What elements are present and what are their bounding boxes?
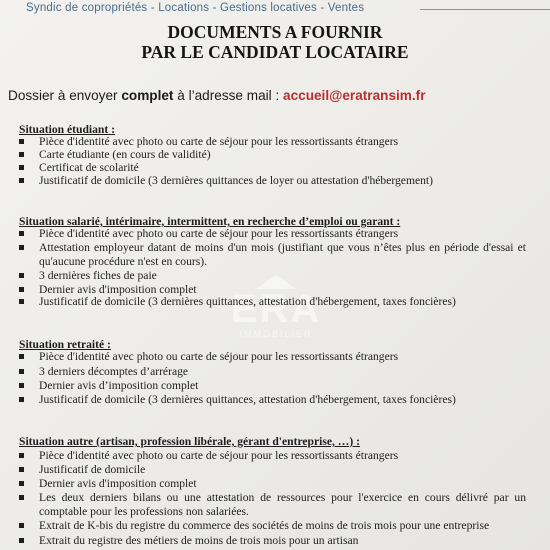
header-rule	[420, 9, 550, 10]
section-title: Situation étudiant :	[19, 123, 115, 136]
list-item-text: Attestation employeur datant de moins d'un mois (justifiant que vous n’êtes plus en période d'essai et qu'aucune procédure n'est en cours).	[39, 241, 526, 268]
list-item-text: Pièce d'identité avec photo ou carte de séjour pour les ressortissants étrangers	[39, 350, 399, 363]
square-bullet-icon	[19, 495, 24, 500]
square-bullet-icon	[19, 139, 24, 144]
list-item-text: Dernier avis d’imposition complet	[39, 379, 199, 392]
square-bullet-icon	[19, 467, 24, 472]
square-bullet-icon	[19, 299, 24, 304]
list-item-text: Extrait du registre des métiers de moins de trois mois pour un artisan	[39, 534, 359, 547]
list-item	[0, 350, 550, 364]
section-title: Situation autre (artisan, profession libérale, gérant d'entreprise, …) :	[19, 435, 361, 448]
document-title-line1: DOCUMENTS A FOURNIR	[167, 22, 383, 42]
section-title: Situation retraité :	[19, 338, 111, 351]
list-item	[0, 295, 550, 309]
list-item-text: 3 derniers décomptes d’arrérage	[39, 365, 189, 378]
list-item-text: Justificatif de domicile (3 dernières quittances de loyer ou attestation d'hébergement)	[39, 174, 433, 187]
square-bullet-icon	[19, 245, 24, 250]
list-item	[0, 477, 550, 491]
square-bullet-icon	[19, 397, 24, 402]
list-item	[0, 393, 550, 407]
list-item-text: Justificatif de domicile	[39, 463, 146, 476]
watermark-logo: ERA	[230, 287, 322, 331]
square-bullet-icon	[19, 152, 24, 157]
list-item-text: Les deux derniers bilans ou une attestation de ressources pour l'exercice en cours délivré par un comptable pour les professions non salariées.	[39, 491, 526, 518]
list-item-text: Pièce d'identité avec photo ou carte de séjour pour les ressortissants étrangers	[39, 135, 399, 148]
dossier-complet: complet	[121, 88, 174, 103]
list-item	[0, 227, 550, 241]
list-item	[0, 463, 550, 477]
section-title: Situation salarié, intérimaire, intermittent, en recherche d’emploi ou garant :	[19, 215, 401, 228]
list-item-text: Dernier avis d'imposition complet	[39, 477, 197, 490]
list-item-text: 3 dernières fiches de paie	[39, 269, 157, 282]
square-bullet-icon	[19, 287, 24, 292]
list-item	[0, 534, 550, 548]
list-item	[0, 135, 550, 149]
list-item-text: Justificatif de domicile (3 dernières quittances, attestation d'hébergement, taxes foncières)	[39, 393, 456, 406]
list-item	[0, 365, 550, 379]
agency-tagline: Syndic de copropriétés - Locations - Gestions locatives - Ventes	[26, 2, 365, 14]
email-address: accueil@eratransim.fr	[283, 88, 426, 103]
list-item	[0, 241, 550, 269]
square-bullet-icon	[19, 178, 24, 183]
list-item-text: Extrait de K-bis du registre du commerce des sociétés de moins de trois mois pour une entreprise	[39, 519, 490, 532]
square-bullet-icon	[19, 369, 24, 374]
square-bullet-icon	[19, 354, 24, 359]
square-bullet-icon	[19, 165, 24, 170]
list-item	[0, 491, 550, 519]
list-item-text: Carte étudiante (en cours de validité)	[39, 148, 211, 161]
list-item	[0, 269, 550, 283]
square-bullet-icon	[19, 453, 24, 458]
square-bullet-icon	[19, 523, 24, 528]
list-item	[0, 379, 550, 393]
dossier-prefix: Dossier à envoyer	[8, 88, 122, 103]
list-item-text: Certificat de scolarité	[39, 161, 139, 174]
dossier-instruction	[8, 88, 425, 103]
list-item-text: Pièce d'identité avec photo ou carte de séjour pour les ressortissants étrangers	[39, 449, 399, 462]
list-item-text: Pièce d'identité avec photo ou carte de séjour pour les ressortissants étrangers	[39, 227, 399, 240]
list-item-text: Justificatif de domicile (3 dernières quittances, attestation d'hébergement, taxes foncières)	[39, 295, 456, 308]
list-item	[0, 519, 550, 533]
list-item	[0, 161, 550, 175]
list-item	[0, 449, 550, 463]
square-bullet-icon	[19, 273, 24, 278]
square-bullet-icon	[19, 481, 24, 486]
document-title-line2: PAR LE CANDIDAT LOCATAIRE	[141, 42, 409, 62]
list-item	[0, 148, 550, 162]
dossier-middle: à l’adresse mail :	[173, 88, 284, 103]
square-bullet-icon	[19, 538, 24, 543]
square-bullet-icon	[19, 383, 24, 388]
list-item-text: Dernier avis d'imposition complet	[39, 283, 197, 296]
list-item	[0, 174, 550, 188]
square-bullet-icon	[19, 231, 24, 236]
watermark-subtitle: IMMOBILIER	[239, 329, 313, 339]
